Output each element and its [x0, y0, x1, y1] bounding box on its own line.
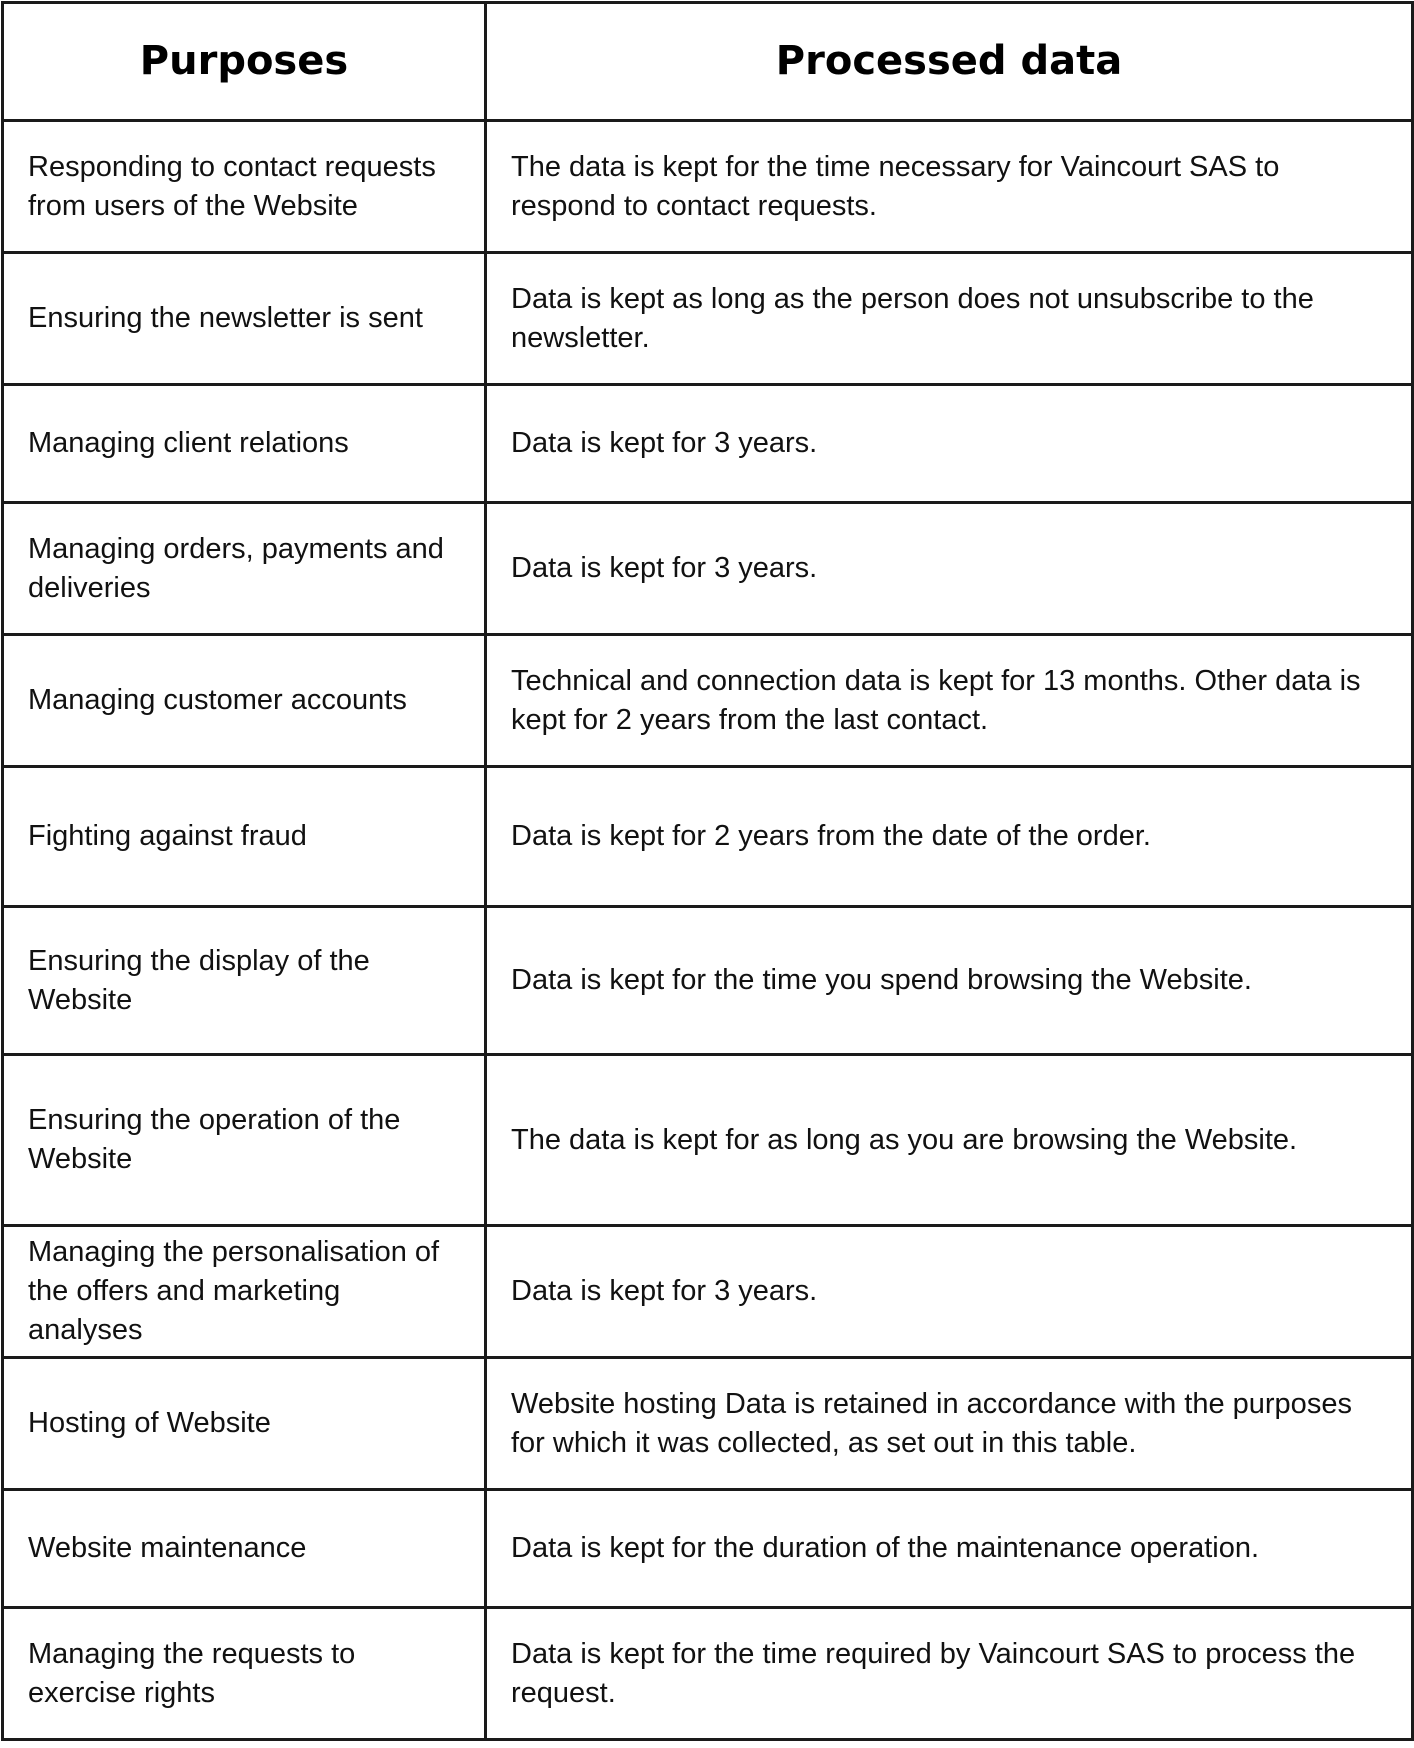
- retention-cell: Data is kept for 3 years.: [486, 1226, 1413, 1358]
- purpose-cell: Managing orders, payments and deliveries: [3, 503, 486, 635]
- retention-cell: Data is kept for the duration of the maintenance operation.: [486, 1490, 1413, 1608]
- purpose-cell: Hosting of Website: [3, 1358, 486, 1490]
- purpose-cell: Managing customer accounts: [3, 635, 486, 767]
- retention-cell: The data is kept for the time necessary for Vaincourt SAS to respond to contact requests.: [486, 121, 1413, 253]
- retention-cell: Data is kept for the time you spend browsing the Website.: [486, 907, 1413, 1055]
- table-row: [3, 1490, 1413, 1608]
- retention-cell: The data is kept for as long as you are browsing the Website.: [486, 1055, 1413, 1226]
- purpose-cell: Managing client relations: [3, 385, 486, 503]
- purpose-cell: Website maintenance: [3, 1490, 486, 1608]
- header-processed-data: Processed data: [486, 3, 1413, 121]
- table-row: [3, 1226, 1413, 1358]
- table-row: [3, 385, 1413, 503]
- header-purposes: Purposes: [3, 3, 486, 121]
- retention-cell: Data is kept as long as the person does not unsubscribe to the newsletter.: [486, 253, 1413, 385]
- purpose-cell: Ensuring the display of the Website: [3, 907, 486, 1055]
- table-row: [3, 1055, 1413, 1226]
- table-row: [3, 253, 1413, 385]
- purpose-cell: Ensuring the newsletter is sent: [3, 253, 486, 385]
- retention-cell: Data is kept for 3 years.: [486, 385, 1413, 503]
- table-row: [3, 503, 1413, 635]
- table-row: [3, 1608, 1413, 1740]
- retention-cell: Data is kept for 2 years from the date of the order.: [486, 767, 1413, 907]
- table-row: [3, 121, 1413, 253]
- table-row: [3, 767, 1413, 907]
- table-header-row: [3, 3, 1413, 121]
- retention-cell: Data is kept for 3 years.: [486, 503, 1413, 635]
- retention-cell: Website hosting Data is retained in accordance with the purposes for which it was collected, as set out in this table.: [486, 1358, 1413, 1490]
- table-row: [3, 635, 1413, 767]
- retention-cell: Technical and connection data is kept for 13 months. Other data is kept for 2 years from the last contact.: [486, 635, 1413, 767]
- purpose-cell: Managing the personalisation of the offers and marketing analyses: [3, 1226, 486, 1358]
- purpose-cell: Ensuring the operation of the Website: [3, 1055, 486, 1226]
- purpose-cell: Fighting against fraud: [3, 767, 486, 907]
- purpose-cell: Responding to contact requests from users of the Website: [3, 121, 486, 253]
- data-retention-table: [1, 1, 1414, 1741]
- purpose-cell: Managing the requests to exercise rights: [3, 1608, 486, 1740]
- retention-cell: Data is kept for the time required by Vaincourt SAS to process the request.: [486, 1608, 1413, 1740]
- table-row: [3, 907, 1413, 1055]
- table-row: [3, 1358, 1413, 1490]
